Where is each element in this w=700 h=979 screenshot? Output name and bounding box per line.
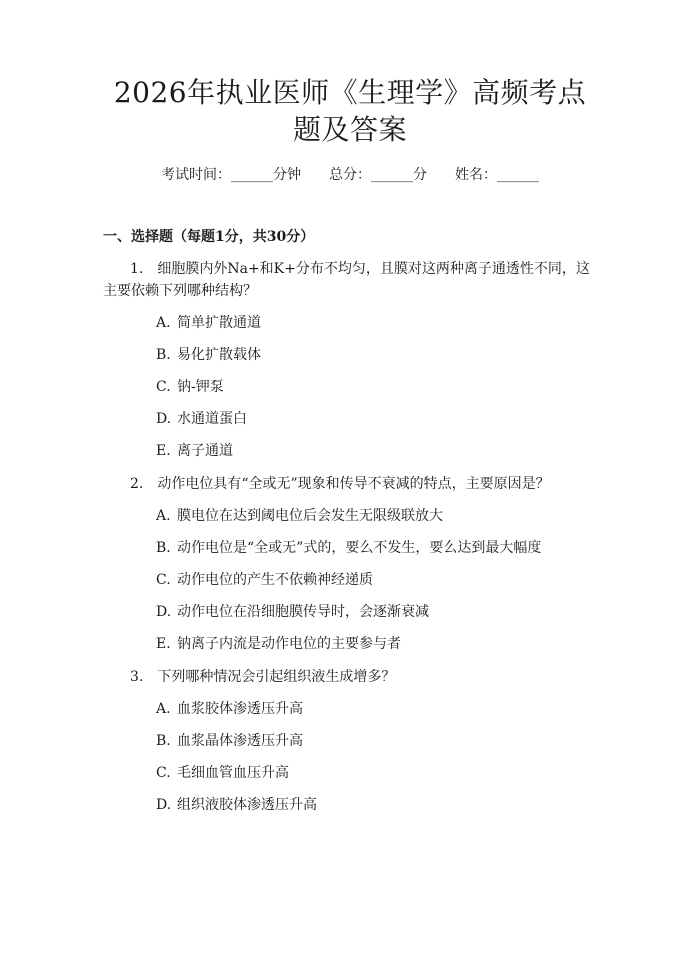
question-2-option-a (156, 506, 597, 527)
option-label: C. (156, 572, 171, 588)
document-page (0, 74, 700, 979)
option-text: 动作电位的产生不依赖神经递质 (177, 572, 373, 588)
question-3-option-a (156, 699, 597, 720)
question-3-option-d (156, 795, 597, 816)
question-1-option-a (156, 313, 597, 334)
question-1-option-c (156, 377, 597, 398)
question-1-option-e (156, 441, 597, 462)
question-3-option-b (156, 731, 597, 752)
option-text: 简单扩散通道 (177, 315, 261, 331)
option-label: C. (156, 765, 171, 781)
name-label: 姓名：______ (455, 167, 539, 183)
option-label: D. (156, 411, 172, 427)
exam-meta-line (103, 165, 597, 185)
exam-time-label: 考试时间：______分钟 (161, 167, 301, 183)
option-label: B. (156, 347, 171, 363)
option-text: 钠离子内流是动作电位的主要参与者 (177, 636, 401, 652)
question-1-option-d (156, 409, 597, 430)
option-text: 钠-钾泵 (177, 379, 224, 395)
option-label: B. (156, 733, 171, 749)
option-label: A. (156, 508, 171, 524)
option-label: C. (156, 379, 171, 395)
question-2-option-d (156, 602, 597, 623)
question-text: 下列哪种情况会引起组织液生成增多？ (157, 669, 396, 685)
option-label: A. (156, 701, 171, 717)
option-text: 离子通道 (177, 443, 233, 459)
option-text: 血浆晶体渗透压升高 (177, 733, 303, 749)
question-number: 3. (130, 669, 144, 685)
option-text: 毛细血管血压升高 (177, 765, 289, 781)
question-2-option-c (156, 570, 597, 591)
question-1 (103, 258, 597, 302)
total-score-label: 总分：______分 (329, 167, 427, 183)
option-label: E. (156, 443, 171, 459)
option-text: 血浆胶体渗透压升高 (177, 701, 303, 717)
option-text: 动作电位是“全或无”式的，要么不发生，要么达到最大幅度 (177, 540, 542, 556)
option-text: 膜电位在达到阈电位后会发生无限级联放大 (177, 508, 443, 524)
question-2-option-b (156, 538, 597, 559)
question-3 (103, 666, 597, 688)
question-number: 1. (130, 261, 144, 277)
section-title: 一、选择题（每题1分，共30分） (103, 229, 315, 245)
question-3-option-c (156, 763, 597, 784)
option-label: D. (156, 797, 172, 813)
question-number: 2. (130, 476, 144, 492)
option-label: A. (156, 315, 171, 331)
option-text: 易化扩散载体 (177, 347, 261, 363)
question-2-option-e (156, 634, 597, 655)
page-title: 2026年执业医师《生理学》高频考点题及答案 (113, 76, 587, 146)
question-2 (103, 473, 597, 495)
option-text: 动作电位在沿细胞膜传导时，会逐渐衰减 (177, 604, 429, 620)
question-text: 细胞膜内外Na+和K+分布不均匀，且膜对这两种离子通透性不同，这主要依赖下列哪种结构？ (103, 261, 590, 299)
option-text: 水通道蛋白 (177, 411, 247, 427)
option-text: 组织液胶体渗透压升高 (177, 797, 317, 813)
question-text: 动作电位具有“全或无”现象和传导不衰减的特点，主要原因是？ (157, 476, 550, 492)
option-label: D. (156, 604, 172, 620)
option-label: E. (156, 636, 171, 652)
option-label: B. (156, 540, 171, 556)
question-1-option-b (156, 345, 597, 366)
